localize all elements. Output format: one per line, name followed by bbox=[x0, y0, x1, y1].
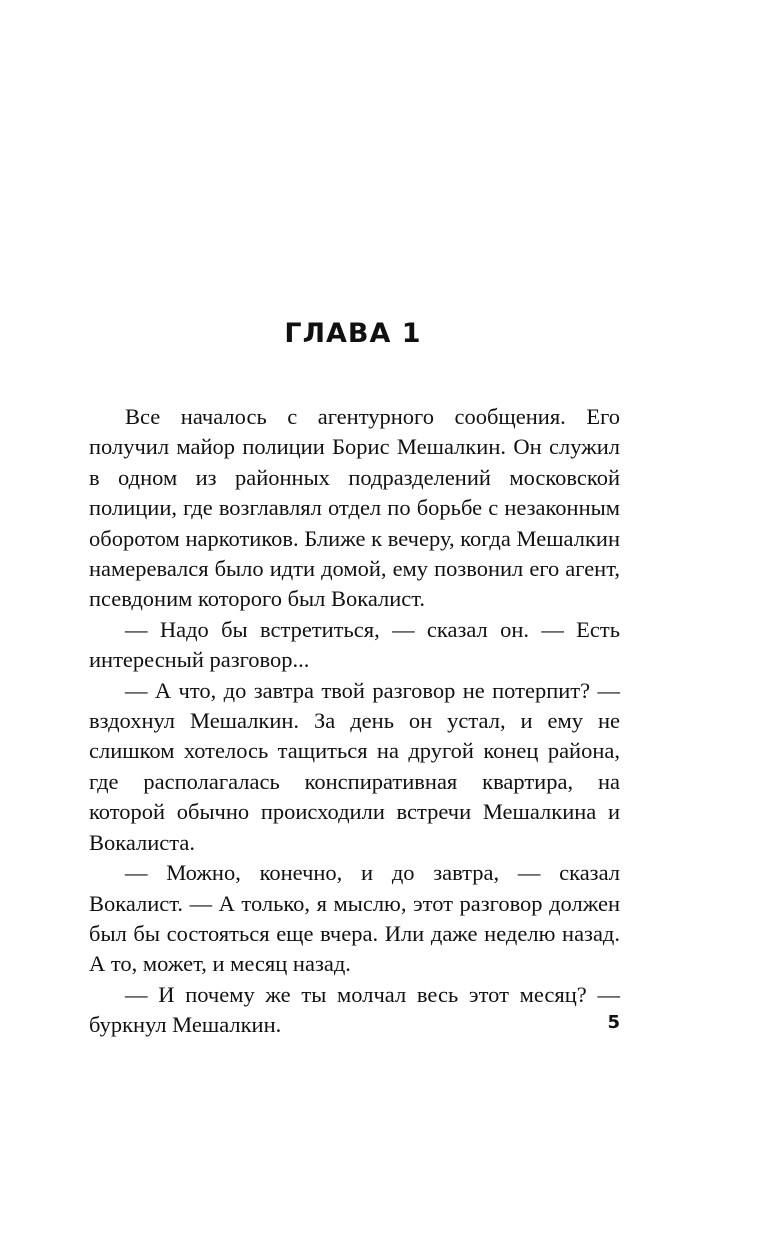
paragraph: — А что, до завтра твой разговор не потерпит? — вздохнул Мешалкин. За день он устал, и ему не слишком хотелось тащиться на другой конец района, где располагалась конспиративная квартира, на которой обычно происходили встречи Мешалкина и Вокалиста. bbox=[89, 677, 620, 855]
chapter-body bbox=[89, 402, 620, 1041]
paragraph: — Надо бы встретиться, — сказал он. — Есть интересный разговор... bbox=[89, 616, 620, 673]
paragraph: — И почему же ты молчал весь этот месяц? — буркнул Мешалкин. bbox=[89, 981, 620, 1038]
paragraph: Все началось с агентурного сообщения. Его получил майор полиции Борис Мешалкин. Он служил в одном из районных подразделений московской полиции, где возглавлял отдел по борьбе с незаконным оборотом наркотиков. Ближе к вечеру, когда Мешалкин намеревался было идти домой, ему позвонил его агент, псевдоним которого был Вокалист. bbox=[89, 404, 620, 612]
paragraph: — Можно, конечно, и до завтра, — сказал Вокалист. — А только, я мыслю, этот разговор должен был бы состояться еще вчера. Или даже неделю назад. А то, может, и месяц назад. bbox=[89, 860, 620, 977]
page-number: 5 bbox=[607, 1012, 620, 1033]
chapter-title: ГЛАВА 1 bbox=[284, 318, 422, 349]
